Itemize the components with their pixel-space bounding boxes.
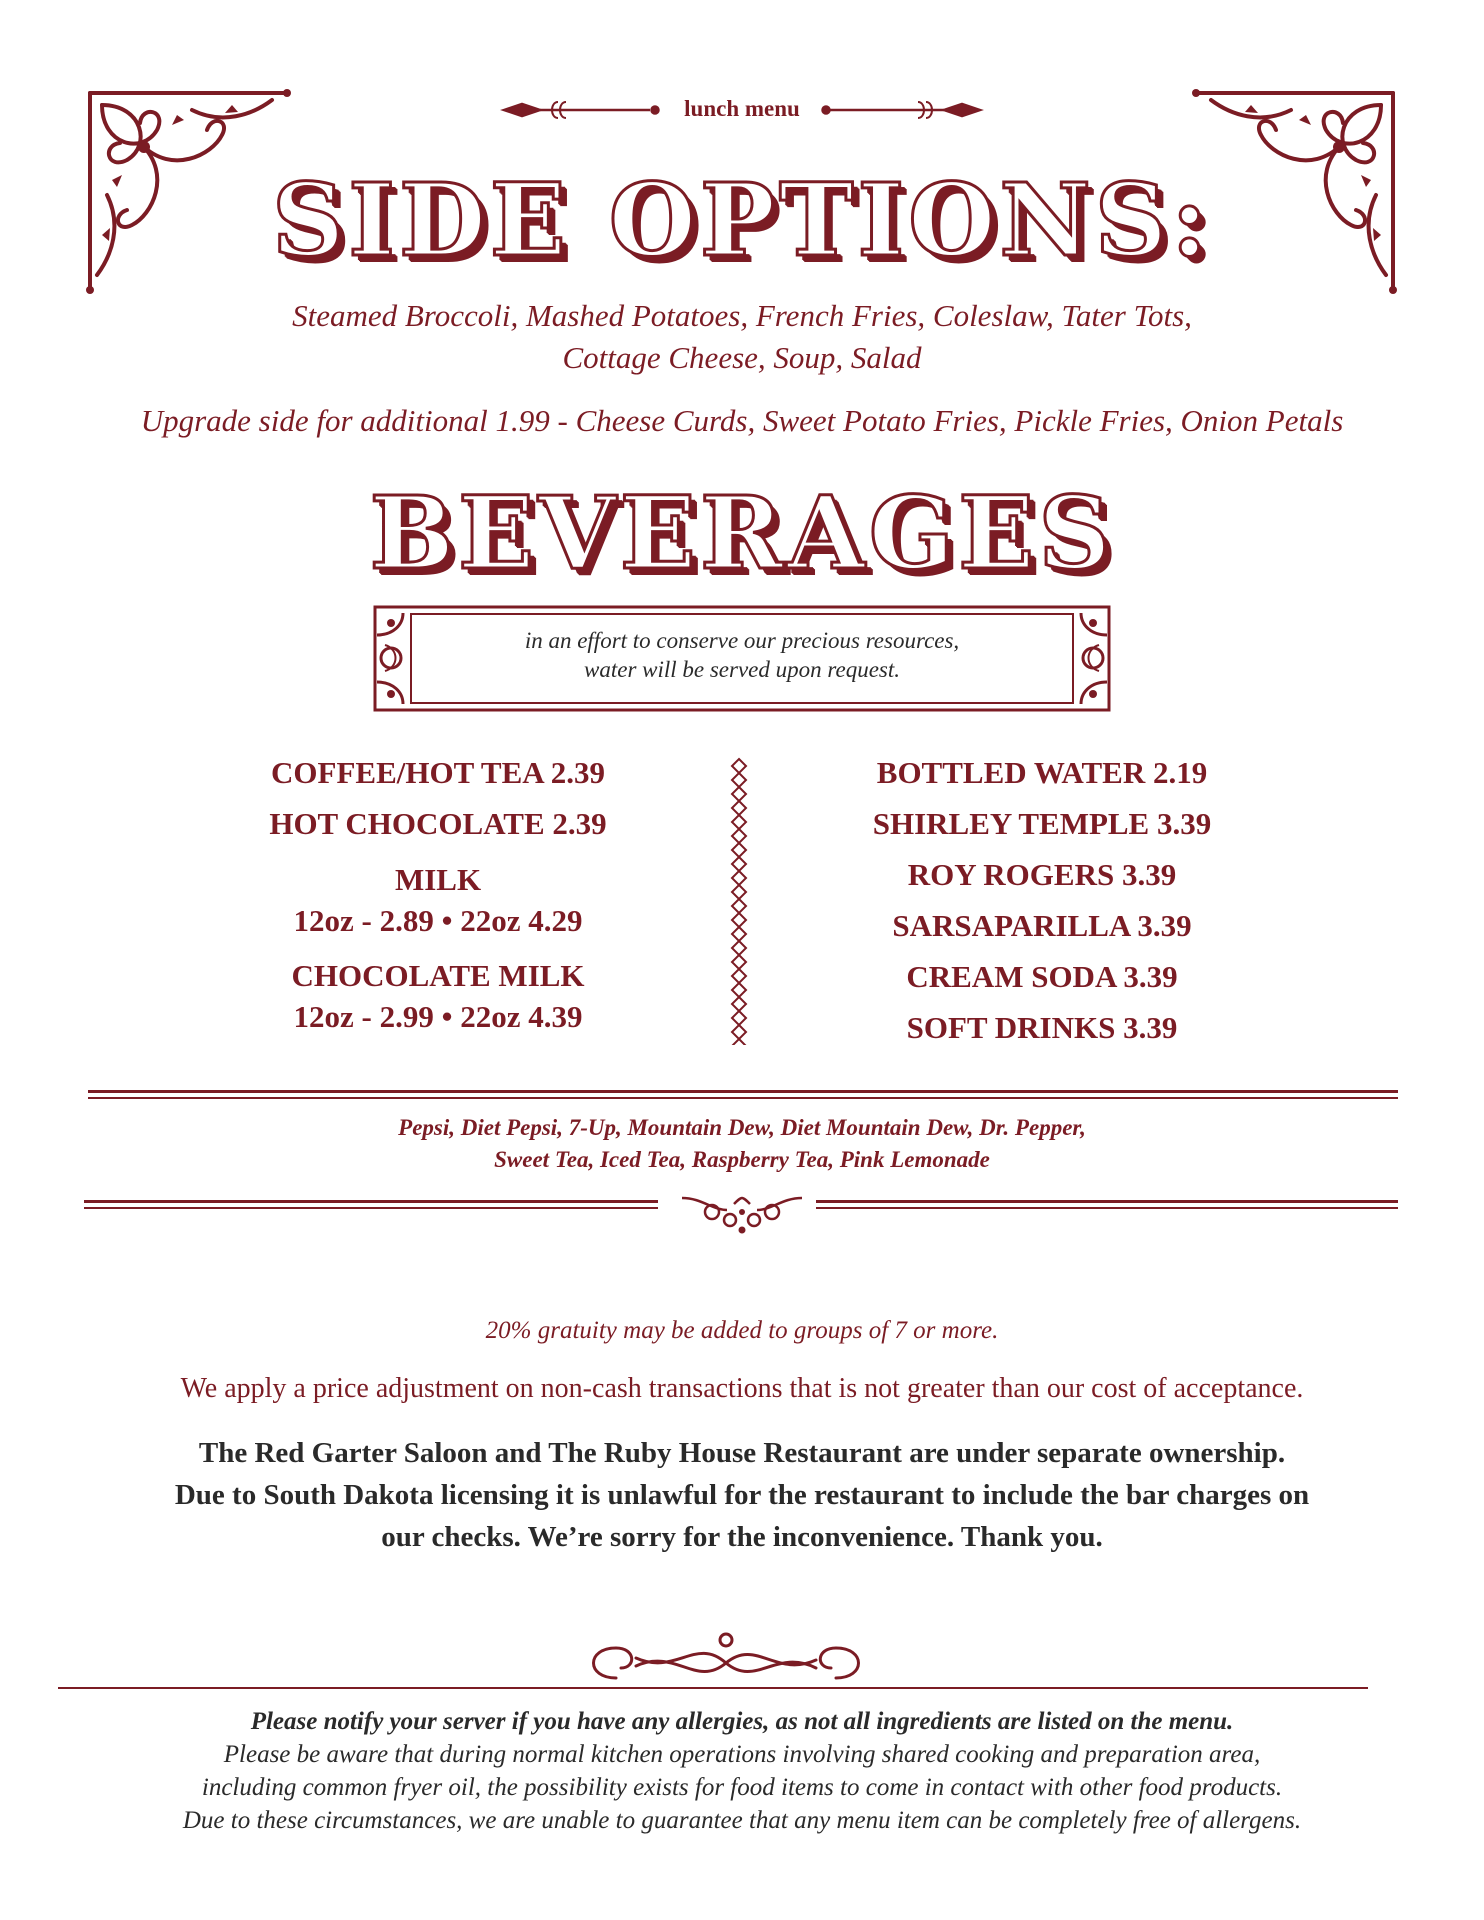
side-options-heading: SIDE OPTIONS: [272,161,1212,279]
divider-rule [88,1090,1398,1093]
allergy-note-line: Due to these circumstances, we are unable to guarantee that any menu item can be completely free of allergens. [182,1807,1302,1834]
allergy-note-line: including common fryer oil, the possibility exists for food items to come in contact with other food products. [201,1774,1283,1801]
beverage-item: CHOCOLATE MILK [291,958,585,993]
beverage-item: SHIRLEY TEMPLE 3.39 [872,806,1212,841]
beverage-item: HOT CHOCOLATE 2.39 [269,806,607,841]
beverage-item-sizes: 12oz - 2.89 • 22oz 4.29 [293,903,583,938]
divider-rule [84,1200,658,1203]
beverage-item-sizes: 12oz - 2.99 • 22oz 4.39 [293,999,583,1034]
beverage-item: SOFT DRINKS 3.39 [906,1010,1178,1045]
soft-drinks-list-line: Pepsi, Diet Pepsi, 7-Up, Mountain Dew, Diet Mountain Dew, Dr. Pepper, [398,1115,1086,1140]
ownership-note-line: Due to South Dakota licensing it is unlawful for the restaurant to include the bar charges on [174,1479,1310,1511]
side-options-list-line: Cottage Cheese, Soup, Salad [562,340,922,375]
divider-rule [816,1200,1398,1203]
beverage-item: SARSAPARILLA 3.39 [892,908,1192,943]
allergy-note-line: Please be aware that during normal kitchen operations involving shared cooking and preparation area, [223,1741,1261,1768]
upgrade-side-note: Upgrade side for additional 1.99 - Cheese Curds, Sweet Potato Fries, Pickle Fries, Onion Petals [140,403,1344,438]
divider-rule [816,1207,1398,1209]
beverage-item: CREAM SODA 3.39 [906,959,1178,994]
side-options-list-line: Steamed Broccoli, Mashed Potatoes, French Fries, Coleslaw, Tater Tots, [292,298,1192,333]
water-notice-text: in an effort to conserve our precious resources, [524,628,960,653]
filigree-ornament-icon [672,1190,812,1236]
ownership-note-line: our checks. We’re sorry for the inconvenience. Thank you. [381,1521,1103,1553]
price-adjustment-note: We apply a price adjustment on non-cash transactions that is not greater than our cost of acceptance. [180,1373,1304,1404]
soft-drinks-list-line: Sweet Tea, Iced Tea, Raspberry Tea, Pink Lemonade [494,1147,990,1172]
divider-rule [84,1207,658,1209]
gratuity-note: 20% gratuity may be added to groups of 7 or more. [485,1317,999,1344]
allergy-note-line: Please notify your server if you have any allergies, as not all ingredients are listed on the menu. [250,1708,1234,1735]
column-divider-icon [726,755,752,1045]
water-notice-text: water will be served upon request. [584,657,900,682]
beverage-item: ROY ROGERS 3.39 [907,857,1177,892]
beverages-heading: BEVERAGES [369,474,1115,592]
beverage-item: COFFEE/HOT TEA 2.39 [271,755,605,790]
ownership-note-line: The Red Garter Saloon and The Ruby House Restaurant are under separate ownership. [198,1437,1286,1469]
divider-rule [58,1687,1368,1689]
divider-rule [88,1097,1398,1099]
beverage-item: BOTTLED WATER 2.19 [876,755,1208,790]
beverage-item: MILK [394,862,482,897]
menu-section-label: lunch menu [684,96,800,121]
